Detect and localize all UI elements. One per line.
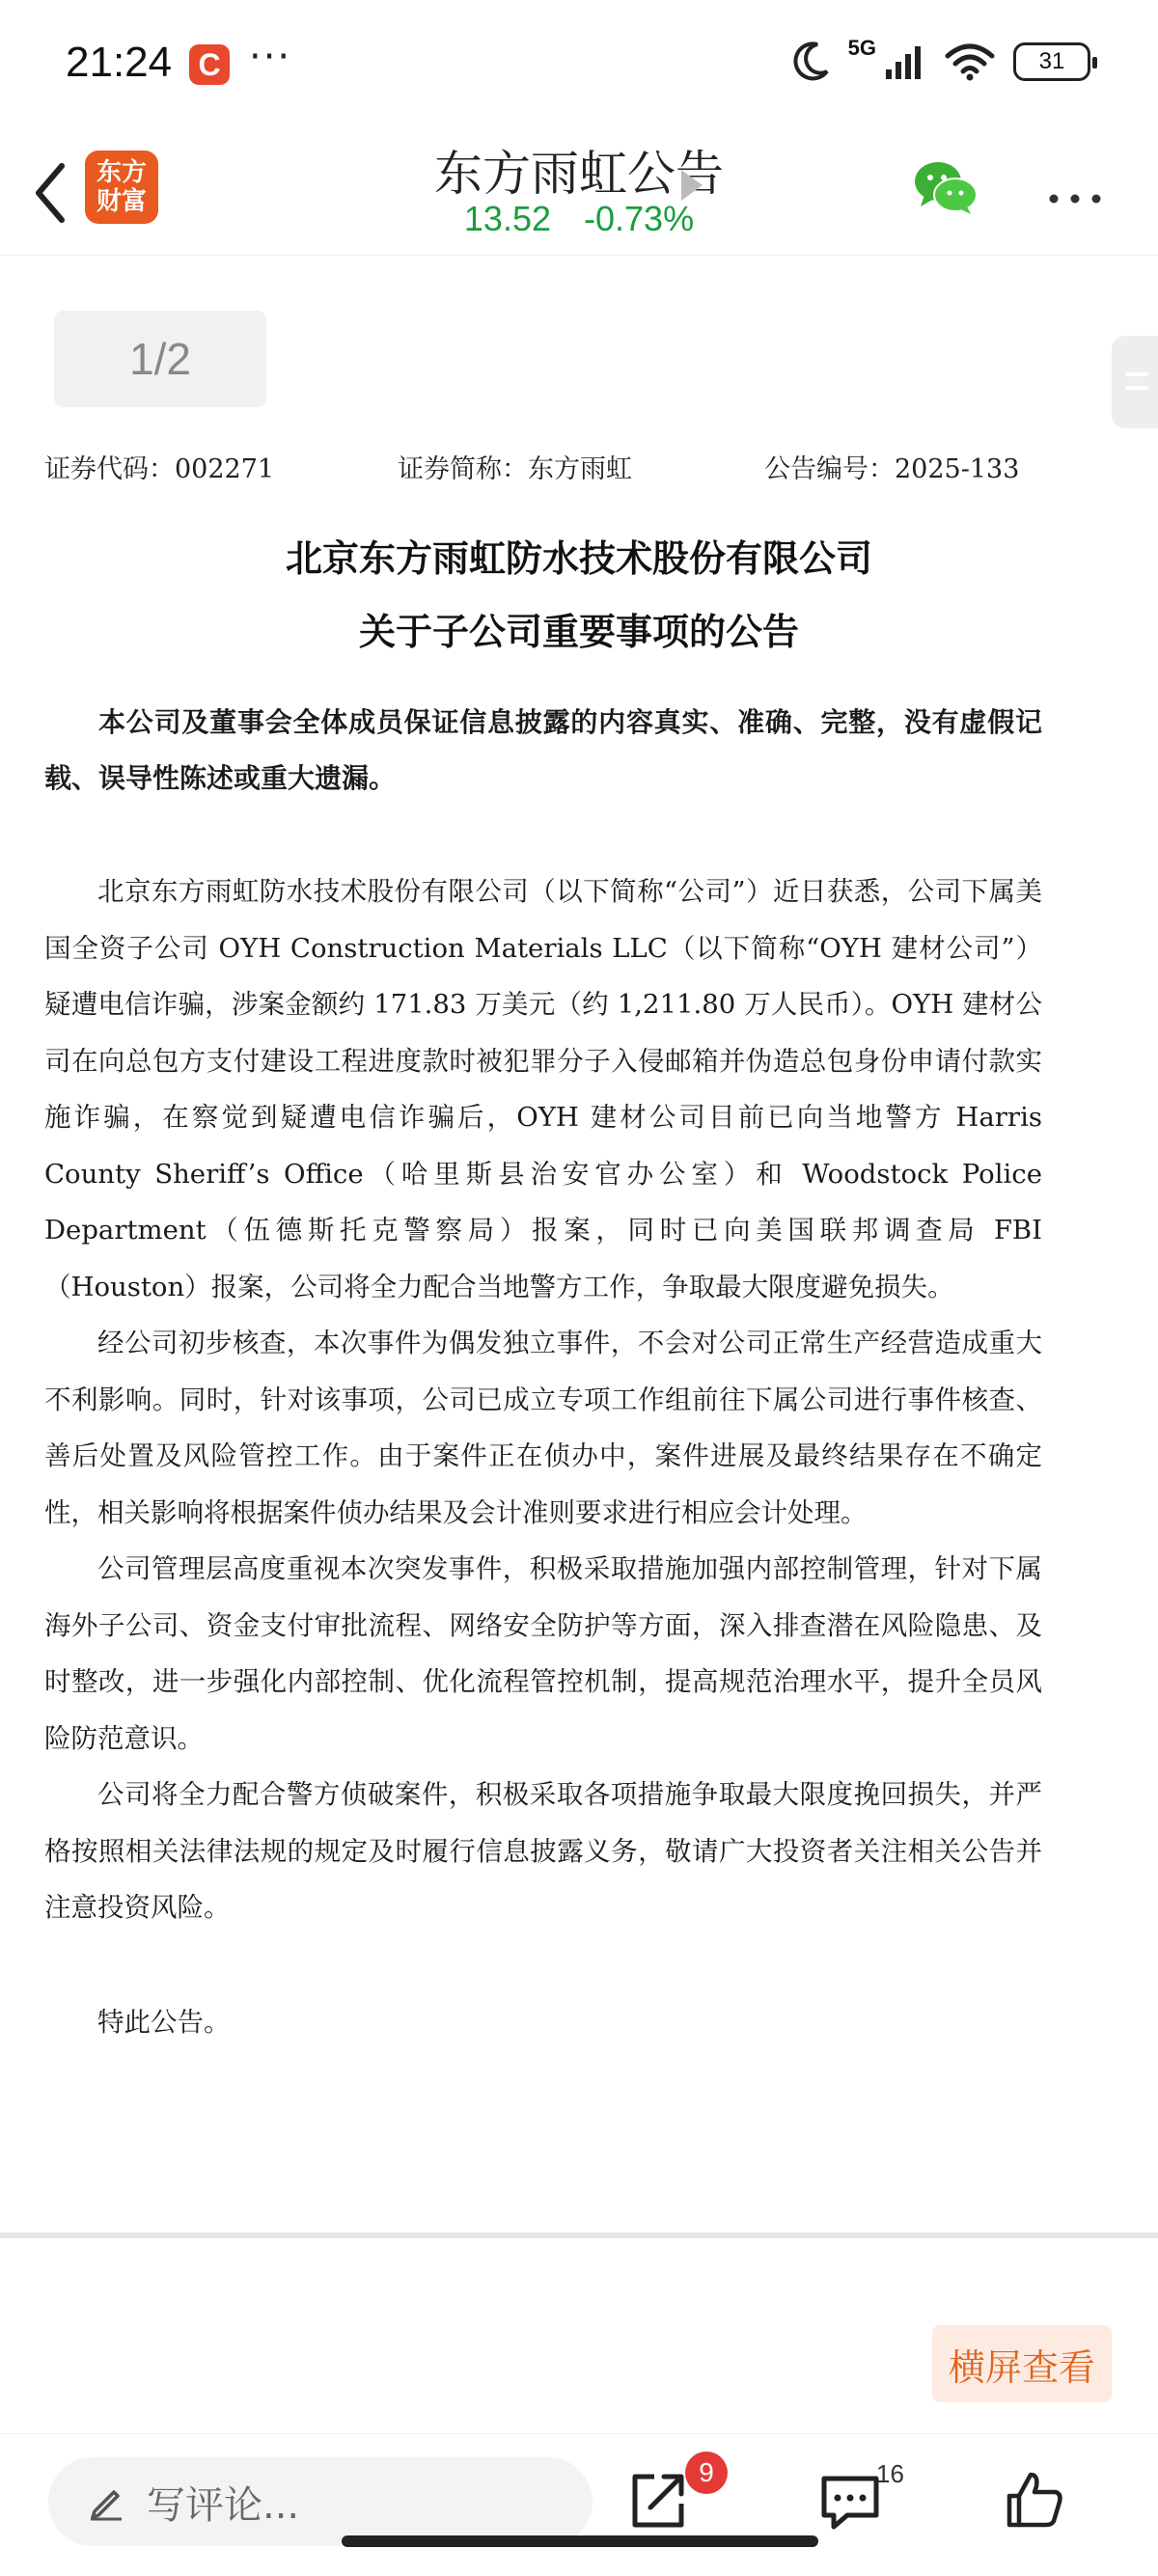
paragraph-incident: 北京东方雨虹防水技术股份有限公司（以下简称“公司”）近日获悉，公司下属美国全资子公司 OYH Construction Materials LLC（以下简称“OYH 建材公司”）疑遭电信诈骗，涉案金额约 171.83 万美元（约 1,211.80 万人民币）。OYH 建材公司在向总包方支付建设工程进度款时被犯罪分子入侵邮箱并伪造总包身份申请付款实施诈骗，在察觉到疑遭电信诈骗后，OYH 建材公司目前已向当地警方 Harris County Sheriff’s Office（哈里斯县治安官办公室）和 Woodstock Police Department（伍德斯托克警察局）报案，同时已向美国联邦调查局 FBI（Houston）报案，公司将全力配合当地警方工作，争取最大限度避免损失。 [44,876,1042,1302]
paragraph-internal-control: 公司管理层高度重视本次突发事件，积极采取措施加强内部控制管理，针对下属海外子公司、资金支付审批流程、网络安全防护等方面，深入排查潜在风险隐患、及时整改，进一步强化内部控制、优化流程管控机制，提高规范治理水平，提升全员风险防范意识。 [44,1553,1042,1754]
stock-quote [290,199,868,239]
back-icon[interactable] [21,154,79,232]
bottom-toolbar [0,2433,1158,2576]
logo-line2: 财富 [96,187,147,216]
battery-indicator: 31 [1013,42,1090,81]
home-indicator[interactable] [342,2535,818,2547]
paragraph-disclosure: 公司将全力配合警方侦破案件，积极采取各项措施争取最大限度挽回损失，并严格按照相关法律法规的规定及时履行信息披露义务，敬请广大投资者关注相关公告并注意投资风险。 [44,1779,1042,1923]
ellipsis-icon [1046,189,1104,208]
moon-icon [792,41,831,83]
paragraph-assessment: 经公司初步核查，本次事件为偶发独立事件，不会对公司正常生产经营造成重大不利影响。同时，针对该事项，公司已成立专项工作组前往下属公司进行事件核查、善后处置及风险管控工作。由于案件正在侦办中，案件进展及最终结果存在不确定性，相关影响将根据案件侦办结果及会计准则要求进行相应会计处理。 [44,1328,1042,1528]
comment-placeholder: 写评论... [147,2482,300,2528]
thumbs-up-icon[interactable] [1004,2469,1065,2531]
logo-line1: 东方 [96,158,147,187]
doc-title-company: 北京东方雨虹防水技术股份有限公司 [285,537,872,580]
doc-divider [0,2233,1158,2238]
doc-title-subject: 关于子公司重要事项的公告 [358,611,799,653]
more-notifications-icon: ··· [249,35,292,79]
closing-block [44,1994,1042,2051]
share-badge: 9 [685,2452,728,2494]
stock-title-area[interactable] [290,135,868,256]
statement-text: 本公司及董事会全体成员保证信息披露的内容真实、准确、完整，没有虚假记载、误导性陈述或重大遗漏。 [44,706,1042,794]
board-statement [44,695,1042,807]
nav-header [0,135,1158,256]
pencil-icon [87,2482,125,2521]
security-code: 证券代码：002271 [44,454,275,484]
security-short-name: 证券简称：东方雨虹 [398,454,632,484]
share-icon[interactable] [627,2469,689,2531]
network-type: 5G [847,36,876,60]
status-bar [0,0,1158,135]
stock-price: 13.52 [463,199,551,238]
status-time: 21:24 [66,39,173,86]
more-options-icon[interactable] [1046,174,1104,218]
stock-change: -0.73% [584,199,695,238]
comments-icon[interactable] [818,2473,882,2533]
notice-number: 公告编号：2025-133 [764,454,1020,484]
status-indicators [792,36,1090,83]
expand-arrow-icon[interactable] [681,170,703,201]
eastmoney-logo[interactable] [85,151,158,224]
page-counter: 1/2 [54,311,266,407]
page-title: 东方雨虹公告 [434,146,724,202]
wifi-icon [944,42,996,81]
side-drawer-handle[interactable] [1112,336,1158,428]
landscape-view-button[interactable]: 横屏查看 [932,2325,1112,2402]
doc-body [44,863,1042,1936]
comment-count: 16 [876,2459,904,2488]
wechat-share-icon[interactable] [911,158,980,216]
app-notification-icon: C [189,44,230,85]
comment-input[interactable] [48,2457,593,2546]
closing-text: 特此公告。 [97,2007,231,2038]
signal-icon [884,42,926,81]
